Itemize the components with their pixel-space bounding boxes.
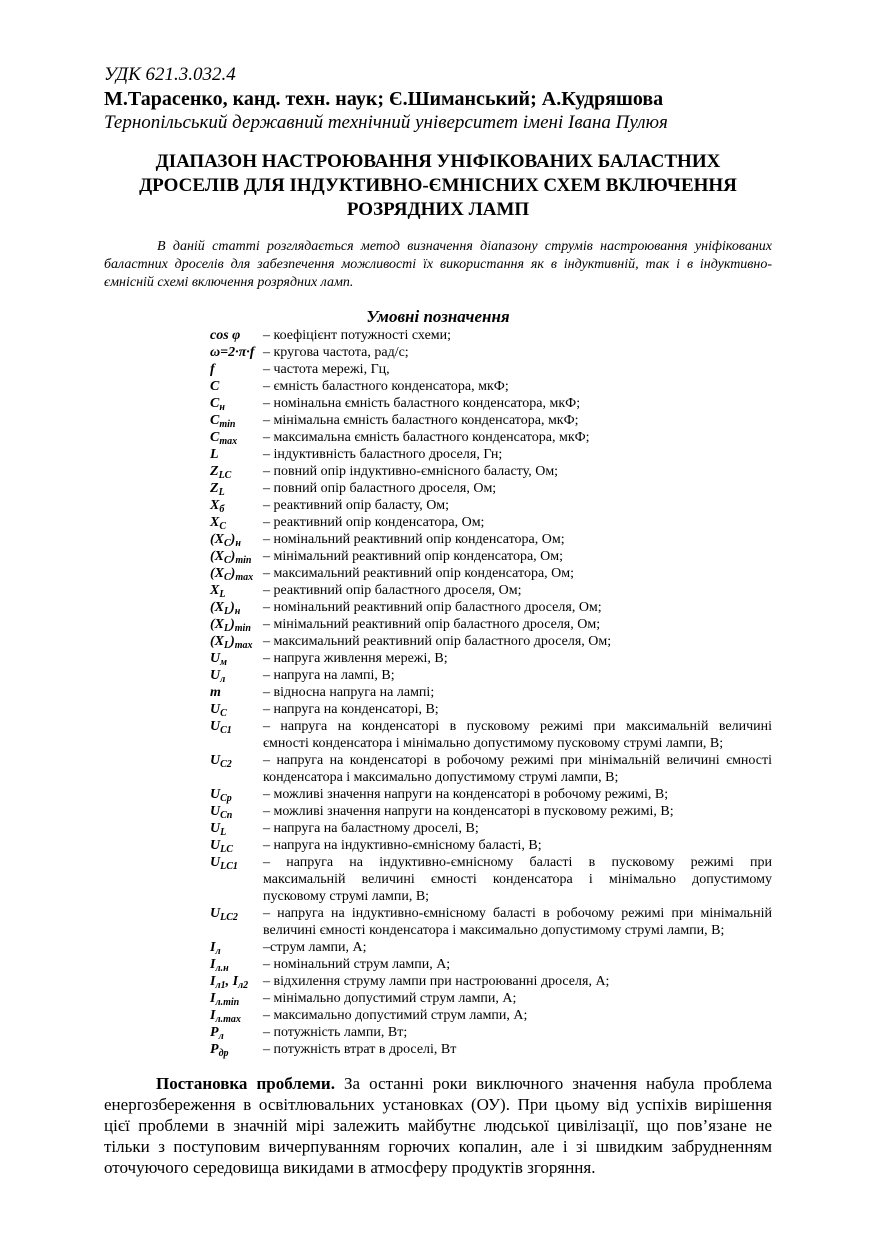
legend-symbol: [210, 939, 263, 956]
legend-symbol: [210, 395, 263, 412]
legend-definition: [263, 446, 772, 463]
definition-line: – номінальний реактивний опір конденсатора, Ом;: [263, 532, 565, 547]
legend-title: Умовні позначення: [366, 307, 510, 326]
symbol-base: (X: [210, 532, 224, 547]
symbol-subscript: LC: [218, 470, 232, 481]
symbol-base: I: [210, 991, 216, 1006]
symbol-subscript: LC: [220, 844, 233, 855]
legend-definition: [263, 1007, 772, 1024]
legend-definition: [263, 650, 772, 667]
legend-symbol: [210, 1024, 263, 1041]
legend-item: [210, 412, 772, 429]
definition-line: – відхилення струму лампи при настроюванні дроселя, А;: [263, 974, 610, 989]
definition-line: – реактивний опір баластного дроселя, Ом;: [263, 583, 522, 598]
article-title: [104, 150, 772, 222]
legend-symbol: [210, 599, 263, 616]
symbol-base: m: [210, 685, 221, 700]
legend-item: [210, 990, 772, 1007]
abstract: [104, 238, 772, 292]
symbol-suffix: , I: [225, 974, 239, 989]
legend-item: [210, 480, 772, 497]
legend-symbol: [210, 650, 263, 667]
legend-item: [210, 395, 772, 412]
legend-symbol: [210, 378, 263, 395]
definition-line: пусковому струмі лампи, В;: [263, 889, 430, 904]
symbol-base: (X: [210, 617, 224, 632]
legend-definition: [263, 531, 772, 548]
legend-symbol: [210, 633, 263, 650]
definition-line: – номінальна ємність баластного конденсатора, мкФ;: [263, 396, 581, 411]
definition-line: – частота мережі, Гц,: [263, 362, 390, 377]
legend-definition: [263, 718, 772, 752]
abstract-line: баластних дроселів для забезпечення можливості їх використання як в індуктивній, так і в індуктивно-: [104, 257, 772, 272]
legend-definition: [263, 344, 772, 361]
symbol-subscript: л: [218, 1031, 224, 1042]
legend-symbol: [210, 327, 263, 344]
definition-line: – напруга живлення мережі, В;: [263, 651, 448, 666]
symbol-base: C: [210, 413, 220, 428]
legend-symbol: [210, 905, 263, 939]
symbol-subscript: н: [234, 606, 241, 617]
legend-symbol: [210, 616, 263, 633]
legend-symbol: [210, 497, 263, 514]
definition-line: – мінімальний реактивний опір баластного дроселя, Ом;: [263, 617, 601, 632]
definition-line: – можливі значення напруги на конденсаторі в робочому режимі, В;: [263, 787, 669, 802]
symbol-subscript: max: [219, 436, 238, 447]
legend-definition: [263, 582, 772, 599]
section-line: тільки з поступовим вичерпуванням горючих копалин, але і зі швидким забрудненням: [104, 1137, 772, 1156]
definition-line: – напруга на індуктивно-ємнісному баласті в пусковому режимі при: [263, 855, 772, 870]
symbol-subscript: L: [224, 606, 231, 617]
legend-item: [210, 939, 772, 956]
definition-line: – напруга на індуктивно-ємнісному баласті, В;: [263, 838, 542, 853]
symbol-base: U: [210, 702, 221, 717]
symbol-base: U: [210, 906, 221, 921]
symbol-subscript: C: [224, 538, 231, 549]
definition-line: – реактивний опір баласту, Ом;: [263, 498, 450, 513]
definition-line: – коефіцієнт потужності схеми;: [263, 328, 452, 343]
symbol-subscript: min: [234, 623, 251, 634]
legend-definition: [263, 361, 772, 378]
legend-symbol: [210, 701, 263, 718]
symbol-suffix: ): [230, 617, 235, 632]
symbol-base: U: [210, 821, 221, 836]
legend-symbol: [210, 990, 263, 1007]
symbol-subscript: л2: [238, 980, 249, 991]
definition-line: – напруга на конденсаторі, В;: [263, 702, 439, 717]
legend-definition: [263, 701, 772, 718]
symbol-base: C: [210, 396, 220, 411]
title-line: ДРОСЕЛІВ ДЛЯ ІНДУКТИВНО-ЄМНІСНИХ СХЕМ ВКЛЮЧЕННЯ: [139, 175, 737, 196]
symbol-base: U: [210, 855, 221, 870]
legend-item: [210, 1007, 772, 1024]
legend-symbol: [210, 820, 263, 837]
symbol-subscript: LC1: [220, 861, 238, 872]
symbol-base: U: [210, 668, 221, 683]
symbol-subscript: л.н: [215, 963, 229, 974]
legend-item: [210, 650, 772, 667]
symbol-base: U: [210, 787, 221, 802]
definition-line: – мінімальний реактивний опір конденсатора, Ом;: [263, 549, 564, 564]
legend-item: [210, 361, 772, 378]
definition-line: – потужність лампи, Вт;: [263, 1025, 408, 1040]
legend-item: [210, 378, 772, 395]
legend-definition: [263, 956, 772, 973]
symbol-base: U: [210, 753, 221, 768]
symbol-subscript: м: [220, 657, 227, 668]
symbol-subscript: л: [220, 674, 226, 685]
symbol-base: (X: [210, 566, 224, 581]
definition-line: ємності конденсатора і мінімально допустимому пусковому струмі лампи, В;: [263, 736, 724, 751]
legend-definition: [263, 905, 772, 939]
legend-symbol: [210, 1041, 263, 1058]
abstract-line: В даній статті розглядається метод визначення діапазону струмів настроювання уніфікованих: [157, 239, 772, 254]
legend-item: [210, 582, 772, 599]
symbol-subscript: C: [219, 521, 227, 532]
symbol-subscript: л1: [215, 980, 226, 991]
symbol-base: I: [210, 974, 216, 989]
definition-line: – ємність баластного конденсатора, мкФ;: [263, 379, 509, 394]
symbol-base: I: [210, 957, 216, 972]
title-line: РОЗРЯДНИХ ЛАМП: [346, 199, 530, 220]
symbol-subscript: Cр: [220, 793, 232, 804]
symbol-base: I: [210, 940, 216, 955]
symbol-suffix: ): [230, 532, 236, 547]
title-line: ДІАПАЗОН НАСТРОЮВАННЯ УНІФІКОВАНИХ БАЛАСТНИХ: [155, 151, 721, 172]
symbol-subscript: L: [219, 589, 226, 600]
legend-definition: [263, 412, 772, 429]
legend-definition: [263, 565, 772, 582]
definition-line: величині ємності конденсатора і максимально допустимому струмі лампи, В;: [263, 923, 725, 938]
definition-line: – напруга на індуктивно-ємнісному баласті в робочому режимі при мінімальній: [263, 906, 772, 921]
legend-item: [210, 956, 772, 973]
legend-item: [210, 1024, 772, 1041]
legend-symbol: [210, 803, 263, 820]
definition-line: максимальній величині ємності конденсатора і мінімально допустимому: [263, 872, 772, 887]
legend-definition: [263, 837, 772, 854]
legend-symbol: [210, 973, 263, 990]
legend-symbol: [210, 514, 263, 531]
symbol-subscript: л.min: [215, 997, 240, 1008]
legend-symbol: [210, 548, 263, 565]
symbol-base: P: [210, 1025, 219, 1040]
definition-line: – максимальний реактивний опір конденсатора, Ом;: [263, 566, 575, 581]
symbol-subscript: C2: [220, 759, 232, 770]
legend-item: [210, 854, 772, 905]
symbol-subscript: L: [224, 640, 231, 651]
legend-definition: [263, 514, 772, 531]
legend-symbol: [210, 429, 263, 446]
symbol-subscript: max: [234, 640, 253, 651]
legend-item: [210, 599, 772, 616]
legend-item: [210, 616, 772, 633]
legend-item: [210, 803, 772, 820]
symbol-base: (X: [210, 634, 224, 649]
legend-item: [210, 667, 772, 684]
legend-item: [210, 548, 772, 565]
definition-line: – напруга на лампі, В;: [263, 668, 395, 683]
legend-symbol: [210, 463, 263, 480]
section-line: цієї проблеми в значній мірі залежить майбутнє людської цивілізації, що пов’язане не: [104, 1116, 772, 1135]
definition-line: – напруга на конденсаторі в робочому режимі при мінімальній величині ємності: [263, 753, 772, 768]
legend-symbol: [210, 480, 263, 497]
definition-line: конденсатора і максимально допустимому струмі лампи, В;: [263, 770, 619, 785]
symbol-subscript: др: [218, 1048, 229, 1059]
legend-symbol: [210, 684, 263, 701]
legend-symbol: [210, 344, 263, 361]
legend-definition: [263, 786, 772, 803]
legend-item: [210, 820, 772, 837]
definition-line: – номінальний реактивний опір баластного дроселя, Ом;: [263, 600, 602, 615]
legend-item: [210, 1041, 772, 1058]
legend-item: [210, 973, 772, 990]
symbol-base: P: [210, 1042, 219, 1057]
symbol-suffix: ): [230, 566, 236, 581]
legend-symbol: [210, 565, 263, 582]
symbol-subscript: L: [218, 487, 225, 498]
symbol-subscript: L: [224, 623, 231, 634]
symbol-base: f: [210, 362, 215, 377]
symbol-subscript: н: [219, 402, 225, 413]
symbol-base: Z: [210, 464, 219, 479]
section-line: енергозбереження в освітлювальних установках (ОУ). При цьому від успіхів вирішення: [104, 1095, 772, 1114]
legend-symbol: [210, 956, 263, 973]
legend-symbol: [210, 1007, 263, 1024]
legend-item: [210, 463, 772, 480]
legend-item: [210, 514, 772, 531]
symbol-suffix: ): [230, 549, 236, 564]
legend-definition: [263, 667, 772, 684]
legend-symbol: [210, 446, 263, 463]
legend-list: [210, 327, 772, 1058]
legend-definition: [263, 480, 772, 497]
definition-line: – повний опір баластного дроселя, Ом;: [263, 481, 497, 496]
legend-definition: [263, 854, 772, 905]
legend-definition: [263, 497, 772, 514]
legend-definition: [263, 820, 772, 837]
legend-symbol: [210, 854, 263, 905]
legend-item: [210, 786, 772, 803]
symbol-subscript: л.max: [215, 1014, 241, 1025]
symbol-base: L: [210, 447, 219, 462]
symbol-suffix: ): [230, 600, 235, 615]
definition-line: – можливі значення напруги на конденсаторі в пусковому режимі, В;: [263, 804, 674, 819]
symbol-base: U: [210, 651, 221, 666]
legend-item: [210, 684, 772, 701]
legend-definition: [263, 548, 772, 565]
legend-item: [210, 344, 772, 361]
affiliation: Тернопільський державний технічний університет імені Івана Пулюя: [104, 112, 668, 133]
legend-item: [210, 837, 772, 854]
symbol-subscript: min: [235, 555, 252, 566]
legend-definition: [263, 599, 772, 616]
legend-item: [210, 327, 772, 344]
legend-item: [210, 905, 772, 939]
symbol-subscript: C1: [220, 725, 232, 736]
symbol-base: U: [210, 838, 221, 853]
legend-definition: [263, 429, 772, 446]
symbol-base: U: [210, 719, 221, 734]
definition-line: – реактивний опір конденсатора, Ом;: [263, 515, 485, 530]
definition-line: – кругова частота, рад/с;: [263, 345, 409, 360]
symbol-subscript: C: [224, 572, 231, 583]
section-line: [104, 1073, 772, 1094]
legend-symbol: [210, 786, 263, 803]
symbol-subscript: C: [224, 555, 231, 566]
legend-definition: [263, 803, 772, 820]
symbol-base: X: [210, 498, 220, 513]
symbol-subscript: л: [215, 946, 221, 957]
symbol-suffix: ): [230, 634, 235, 649]
symbol-subscript: min: [219, 419, 236, 430]
legend-symbol: [210, 837, 263, 854]
legend-definition: [263, 752, 772, 786]
legend-definition: [263, 395, 772, 412]
problem-statement: [104, 1073, 772, 1178]
definition-line: – повний опір індуктивно-ємнісного баласту, Ом;: [263, 464, 559, 479]
legend-item: [210, 752, 772, 786]
legend-definition: [263, 684, 772, 701]
definition-line: – напруга на конденсаторі в пусковому режимі при максимальній величині: [263, 719, 772, 734]
section-line: оточуючого середовища викидами в атмосферу продуктів згоряння.: [104, 1158, 596, 1177]
legend-item: [210, 429, 772, 446]
legend-symbol: [210, 412, 263, 429]
legend-definition: [263, 378, 772, 395]
symbol-base: (X: [210, 549, 224, 564]
definition-line: – номінальний струм лампи, А;: [263, 957, 451, 972]
legend-item: [210, 701, 772, 718]
definition-line: – відносна напруга на лампі;: [263, 685, 435, 700]
definition-line: – напруга на баластному дроселі, В;: [263, 821, 479, 836]
section-line-text: За останні роки виключного значення набула проблема: [344, 1074, 773, 1093]
legend-item: [210, 565, 772, 582]
symbol-base: I: [210, 1008, 216, 1023]
definition-line: – потужність втрат в дроселі, Вт: [263, 1042, 457, 1057]
legend-symbol: [210, 361, 263, 378]
definition-line: – мінімальна ємність баластного конденсатора, мкФ;: [263, 413, 579, 428]
symbol-base: cos φ: [210, 328, 241, 343]
authors-line: М.Тарасенко, канд. техн. наук; Є.Шиманський; А.Кудряшова: [104, 88, 664, 110]
symbol-subscript: б: [219, 504, 225, 515]
symbol-base: (X: [210, 600, 224, 615]
symbol-base: C: [210, 430, 220, 445]
legend-definition: [263, 616, 772, 633]
udk-code: УДК 621.3.032.4: [104, 64, 236, 85]
symbol-subscript: L: [220, 827, 227, 838]
definition-line: – максимальний реактивний опір баластного дроселя, Ом;: [263, 634, 612, 649]
legend-definition: [263, 1024, 772, 1041]
legend-item: [210, 633, 772, 650]
legend-definition: [263, 990, 772, 1007]
legend-definition: [263, 463, 772, 480]
legend-item: [210, 531, 772, 548]
legend-definition: [263, 939, 772, 956]
legend-symbol: [210, 582, 263, 599]
symbol-subscript: н: [235, 538, 241, 549]
definition-line: – максимально допустимий струм лампи, А;: [263, 1008, 528, 1023]
symbol-base: C: [210, 379, 220, 394]
definition-line: – мінімально допустимий струм лампи, А;: [263, 991, 517, 1006]
legend-item: [210, 497, 772, 514]
legend-symbol: [210, 752, 263, 786]
symbol-base: U: [210, 804, 221, 819]
legend-item: [210, 446, 772, 463]
legend-symbol: [210, 718, 263, 752]
definition-line: – індуктивність баластного дроселя, Гн;: [263, 447, 503, 462]
definition-line: – максимальна ємність баластного конденсатора, мкФ;: [263, 430, 590, 445]
symbol-base: Z: [210, 481, 219, 496]
abstract-line: ємнісній схемі включення розрядних ламп.: [104, 275, 354, 290]
legend-definition: [263, 1041, 772, 1058]
legend-definition: [263, 327, 772, 344]
legend-symbol: [210, 531, 263, 548]
legend-symbol: [210, 667, 263, 684]
legend-item: [210, 718, 772, 752]
symbol-subscript: LC2: [220, 912, 238, 923]
symbol-subscript: Cп: [220, 810, 233, 821]
symbol-base: ω=2·π·f: [210, 345, 255, 360]
symbol-base: X: [210, 515, 220, 530]
symbol-subscript: C: [220, 708, 227, 719]
symbol-base: X: [210, 583, 220, 598]
legend-definition: [263, 973, 772, 990]
definition-line: –струм лампи, А;: [263, 940, 367, 955]
symbol-subscript: max: [235, 572, 254, 583]
legend-definition: [263, 633, 772, 650]
section-heading: Постановка проблеми.: [156, 1074, 335, 1093]
